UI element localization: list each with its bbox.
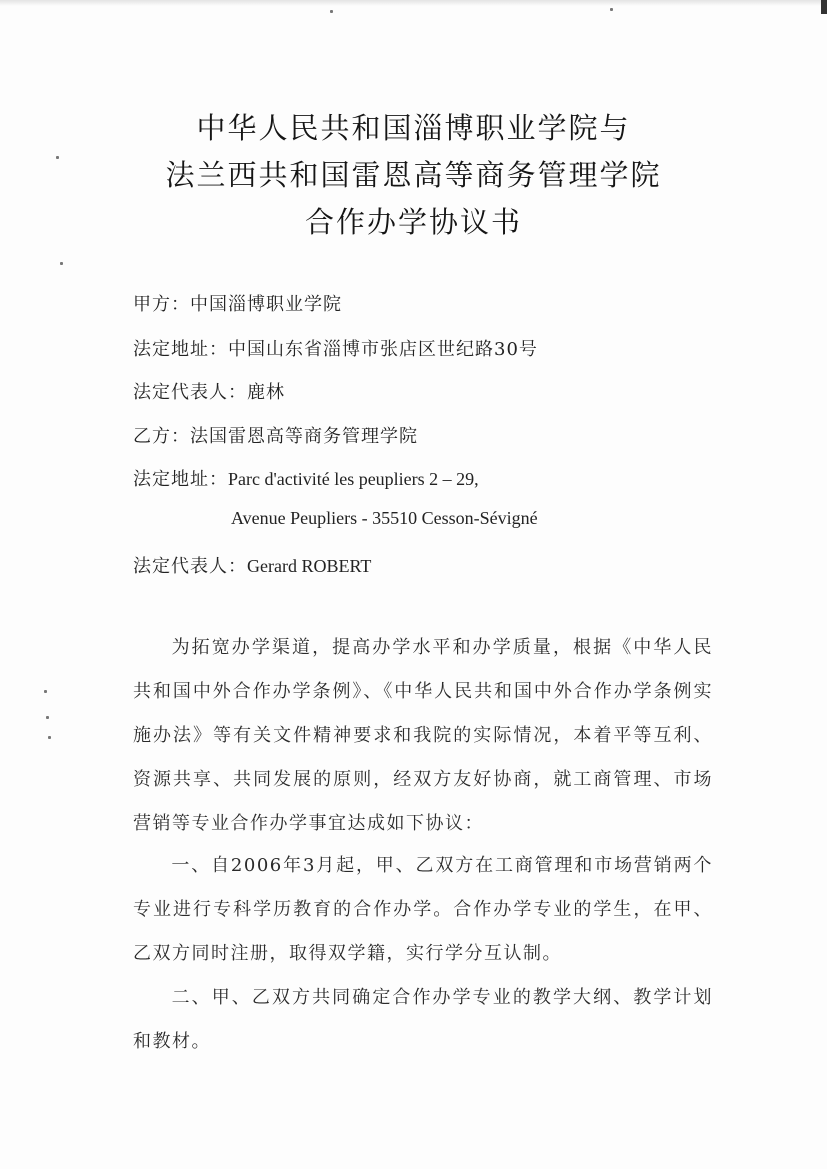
party-a-label: 甲方： bbox=[133, 294, 190, 315]
party-a-address-label: 法定地址： bbox=[133, 339, 228, 360]
party-b-rep-row bbox=[133, 552, 371, 578]
party-b-name: 法国雷恩高等商务管理学院 bbox=[190, 426, 418, 447]
scan-speck bbox=[610, 8, 613, 11]
document-title bbox=[0, 105, 827, 246]
party-b-address-line2: Avenue Peupliers - 35510 Cesson-Sévigné bbox=[231, 508, 538, 528]
party-b-label: 乙方： bbox=[133, 426, 190, 447]
party-a-address-row bbox=[133, 335, 538, 361]
party-b-address-row bbox=[133, 465, 479, 491]
clause-2-text: 二、甲、乙双方共同确定合作办学专业的教学大纲、教学计划和教材。 bbox=[133, 987, 713, 1052]
clause-1-paragraph bbox=[133, 844, 713, 976]
scan-speck bbox=[44, 690, 47, 693]
title-line-2: 法兰西共和国雷恩高等商务管理学院 bbox=[165, 158, 662, 192]
party-b-row bbox=[133, 422, 418, 448]
party-a-name: 中国淄博职业学院 bbox=[190, 294, 342, 315]
scan-speck bbox=[330, 10, 333, 13]
preamble-text: 为拓宽办学渠道，提高办学水平和办学质量，根据《中华人民共和国中外合作办学条例》、《中华人民共和国中外合作办学条例实施办法》等有关文件精神要求和我院的实际情况，本着平等互利、资源共享、共同发展的原则，经双方友好协商，就工商管理、市场营销等专业合作办学事宜达成如下协议： bbox=[133, 637, 713, 834]
party-b-rep: Gerard ROBERT bbox=[247, 556, 372, 576]
clause-2-paragraph bbox=[133, 976, 713, 1064]
preamble-paragraph bbox=[133, 626, 713, 846]
title-line-3: 合作办学协议书 bbox=[304, 205, 522, 239]
title-line-1: 中华人民共和国淄博职业学院与 bbox=[196, 111, 631, 145]
party-b-rep-label: 法定代表人： bbox=[133, 556, 247, 577]
scan-edge-shadow bbox=[0, 0, 827, 6]
party-a-rep-label: 法定代表人： bbox=[133, 382, 247, 403]
scan-speck bbox=[48, 736, 51, 739]
party-a-address: 中国山东省淄博市张店区世纪路30号 bbox=[228, 339, 538, 360]
party-a-rep-row bbox=[133, 378, 285, 404]
clause-1-text: 一、自2006年3月起，甲、乙双方在工商管理和市场营销两个专业进行专科学历教育的合作办学。合作办学专业的学生，在甲、乙双方同时注册，取得双学籍，实行学分互认制。 bbox=[133, 855, 713, 964]
scan-corner-mark bbox=[821, 0, 827, 14]
party-b-address-line1: Parc d'activité les peupliers 2 – 29, bbox=[228, 469, 479, 489]
party-a-row bbox=[133, 290, 342, 316]
scan-speck bbox=[60, 262, 63, 265]
party-b-address-label: 法定地址： bbox=[133, 469, 228, 490]
scan-speck bbox=[46, 716, 49, 719]
party-a-rep: 鹿林 bbox=[247, 382, 285, 403]
party-b-address-line2-row bbox=[231, 508, 538, 529]
